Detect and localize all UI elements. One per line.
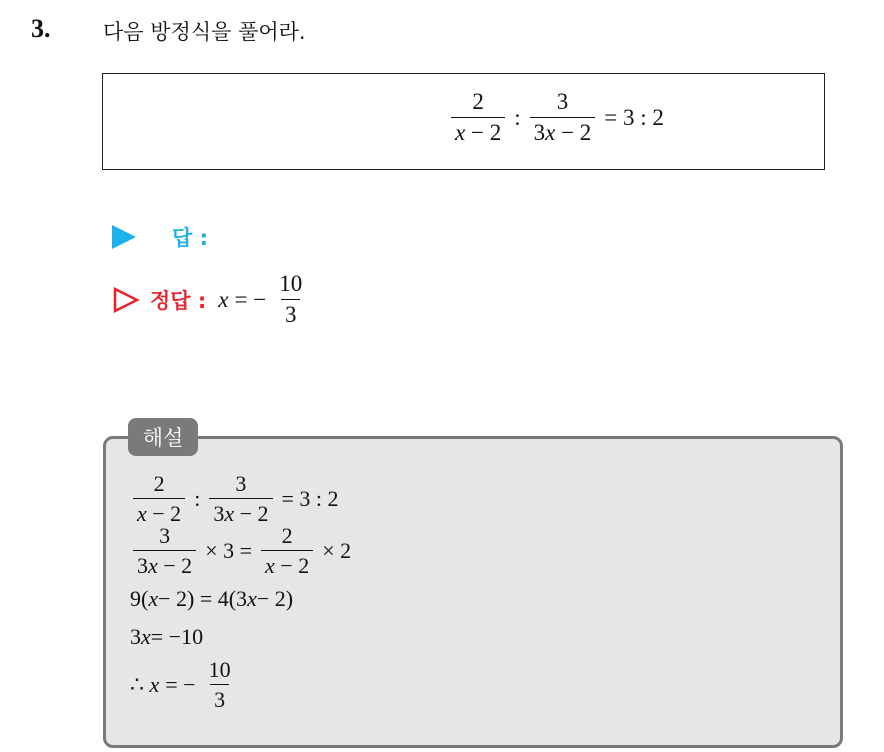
fraction-denominator: 3x − 2 xyxy=(530,117,596,145)
correct-answer-row xyxy=(112,272,309,327)
problem-number: 3. xyxy=(31,14,51,43)
fraction-numerator: 2 xyxy=(472,89,484,114)
solution-step-5: ∴ x = − $\frac{10}{3}$ xyxy=(130,657,231,713)
answer-label: 답 : xyxy=(172,226,208,250)
solution-step-2: $\frac{3}{3x - 2}$ × 3 = $\frac{2}{x - 2}$ × 2 xyxy=(130,524,357,577)
answer-fraction: $\frac{10}{3}$ xyxy=(279,271,303,328)
solution-step-4: 3 x = −10 xyxy=(130,624,204,649)
correct-answer-label: 정답 : xyxy=(150,288,207,313)
fraction-denominator: x − 2 xyxy=(451,117,505,145)
equation-fraction-1 xyxy=(451,90,505,145)
fraction-numerator: 3 xyxy=(556,89,569,114)
ratio-separator: : xyxy=(514,104,521,130)
answer-row xyxy=(112,222,208,252)
solution-tab: 해설 xyxy=(128,418,198,456)
equation-rhs: = 3 : 2 xyxy=(604,104,664,130)
correct-answer-value: x = − $\frac{10}{3}$ xyxy=(218,272,309,327)
problem-text: 다음 방정식을 풀어라. xyxy=(103,20,306,44)
equation xyxy=(448,90,670,145)
play-triangle-icon xyxy=(112,225,136,249)
equation-box xyxy=(102,73,825,170)
outline-triangle-icon xyxy=(112,287,140,313)
solution-step-1: $\frac{2}{x - 2}$ : $\frac{3}{3x - 2}$ = 3 : 2 xyxy=(130,472,345,525)
equation-fraction-2 xyxy=(530,90,596,145)
solution-step-3: 9( x − 2) = 4(3 x − 2) xyxy=(130,586,294,611)
